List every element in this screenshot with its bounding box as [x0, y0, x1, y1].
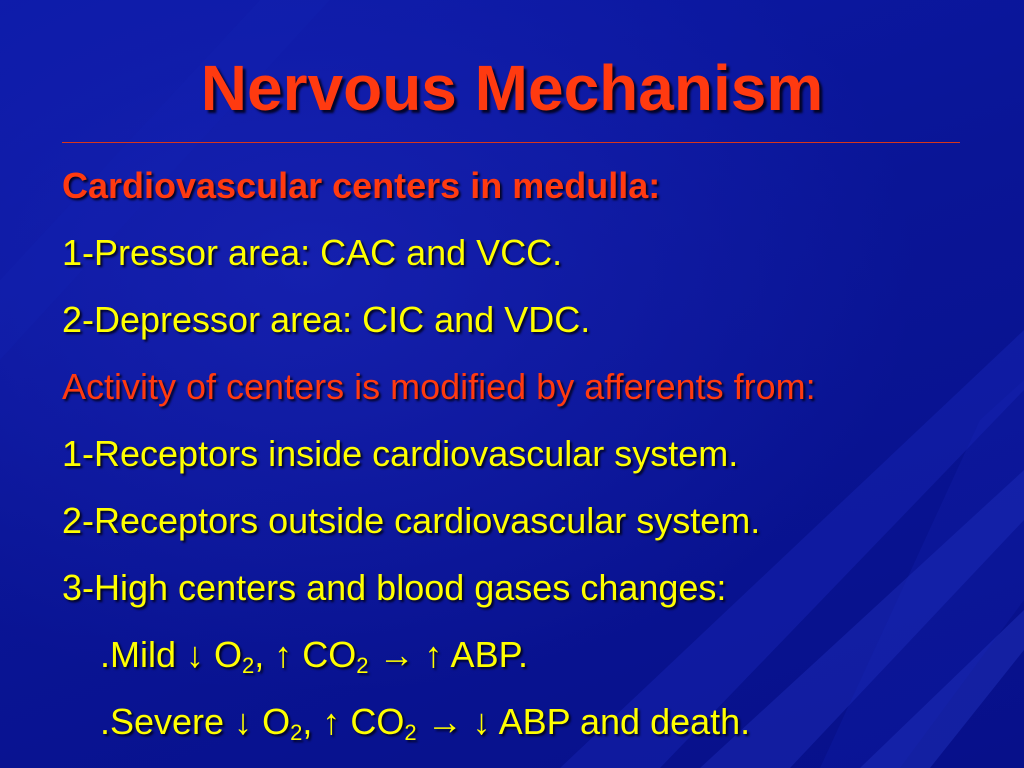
severe-o2-subscript: 2 [290, 720, 303, 745]
depressor-area-line: 2-Depressor area: CIC and VDC. [62, 299, 591, 340]
receptors-inside-line: 1-Receptors inside cardiovascular system. [62, 433, 739, 474]
severe-co2-subscript: 2 [404, 720, 417, 745]
mild-line [62, 626, 1022, 693]
mild-prefix: .Mild ↓ O [100, 634, 243, 675]
slide-title: Nervous Mechanism [200, 52, 824, 124]
slide-body [62, 157, 1022, 760]
severe-line [62, 693, 1022, 760]
pressor-area-line: 1-Pressor area: CAC and VCC. [62, 232, 563, 273]
receptors-outside-line: 2-Receptors outside cardiovascular system. [62, 500, 761, 541]
severe-suffix: → ↓ ABP and death. [416, 701, 751, 742]
mild-co2-subscript: 2 [356, 653, 369, 678]
mild-o2-subscript: 2 [242, 653, 255, 678]
heading-cardiovascular-centers: Cardiovascular centers in medulla: [62, 165, 661, 206]
mild-mid: , ↑ CO [254, 634, 357, 675]
severe-mid: , ↑ CO [302, 701, 405, 742]
severe-prefix: .Severe ↓ O [100, 701, 291, 742]
afferents-heading: Activity of centers is modified by afferents from: [62, 366, 816, 407]
title-divider [62, 142, 960, 143]
high-centers-line: 3-High centers and blood gases changes: [62, 567, 727, 608]
mild-suffix: → ↑ ABP. [368, 634, 528, 675]
